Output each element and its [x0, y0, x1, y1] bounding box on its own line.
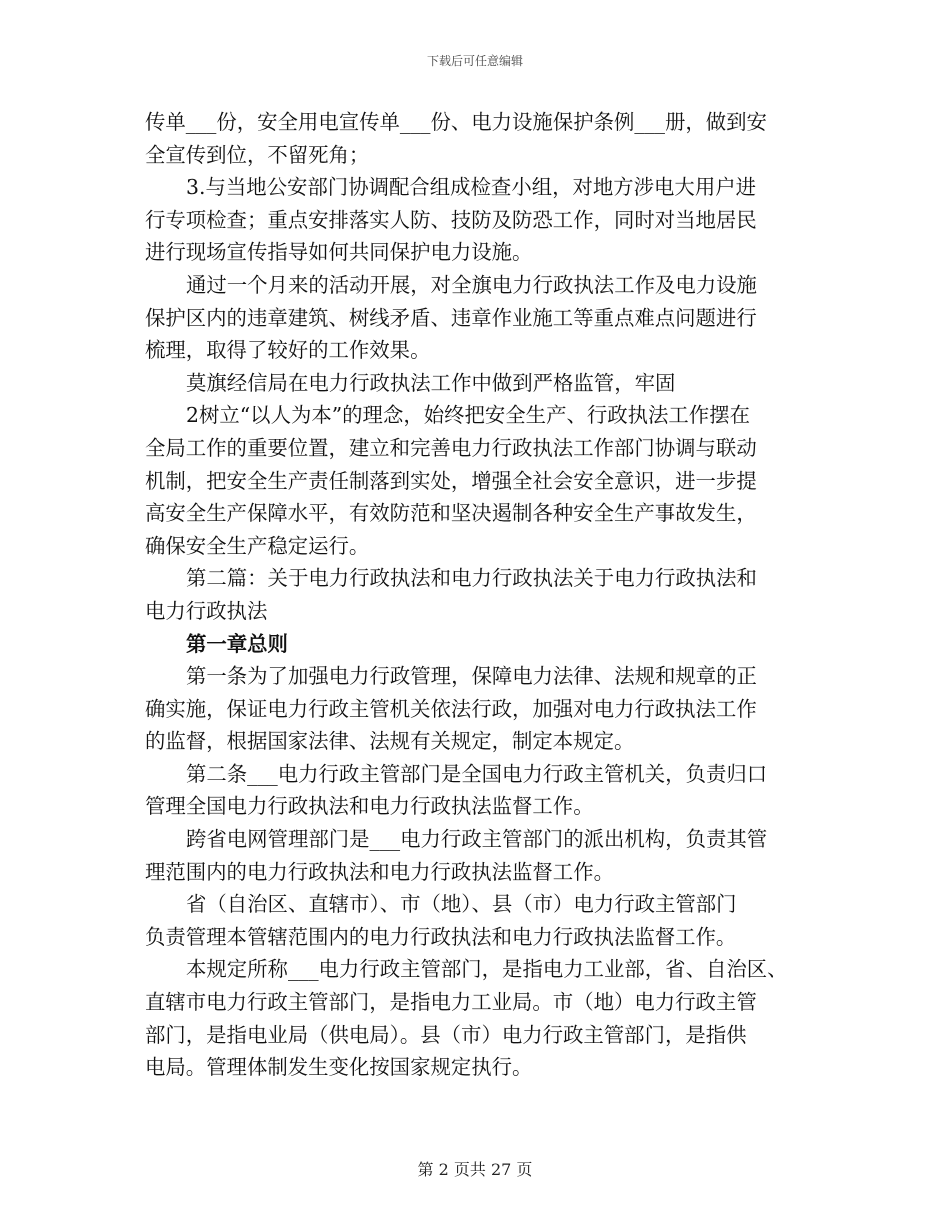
page-footer: 第 2 页共 27 页	[417, 1160, 533, 1179]
text-line: 梳理，取得了较好的工作效果。	[145, 338, 431, 363]
text-line: 2树立“以人为本”的理念，始终把安全生产、行政执法工作摆在	[186, 403, 750, 428]
text-line: 本规定所称___电力行政主管部门，是指电力工业部，省、自治区、	[186, 957, 788, 982]
chapter-heading: 第一章总则	[186, 631, 288, 656]
text-line: 第一条为了加强电力行政管理，保障电力法律、法规和规章的正	[186, 664, 757, 689]
text-line: 莫旗经信局在电力行政执法工作中做到严格监管，牢固	[186, 370, 676, 395]
text-line: 管理全国电力行政执法和电力行政执法监督工作。	[145, 794, 594, 819]
page-header: 下载后可任意编辑	[426, 54, 523, 68]
text-line: 通过一个月来的活动开展，对全旗电力行政执法工作及电力设施	[186, 272, 757, 297]
text-line: 全宣传到位，不留死角；	[145, 142, 370, 167]
text-line: 高安全生产保障水平，有效防范和坚决遏制各种安全生产事故发生，	[145, 501, 757, 526]
text-line: 确保安全生产稳定运行。	[145, 533, 370, 558]
text-line: 传单___份，安全用电宣传单___份、电力设施保护条例___册，做到安	[145, 110, 767, 134]
text-line: 3.与当地公安部门协调配合组成检查小组，对地方涉电大用户进	[186, 175, 756, 200]
text-line: 理范围内的电力行政执法和电力行政执法监督工作。	[145, 859, 614, 884]
text-line: 保护区内的违章建筑、树线矛盾、违章作业施工等重点难点问题进行	[145, 305, 757, 330]
text-line: 的监督，根据国家法律、法规有关规定，制定本规定。	[145, 729, 635, 754]
text-line: 确实施，保证电力行政主管机关依法行政，加强对电力行政执法工作	[145, 696, 757, 721]
text-line: 行专项检查；重点安排落实人防、技防及防恐工作，同时对当地居民	[145, 207, 757, 232]
text-line: 负责管理本管辖范围内的电力行政执法和电力行政执法监督工作。	[145, 924, 737, 949]
text-line: 第二篇：关于电力行政执法和电力行政执法关于电力行政执法和	[186, 566, 757, 591]
text-line: 直辖市电力行政主管部门，是指电力工业局。市（地）电力行政主管	[145, 990, 757, 1015]
text-line: 进行现场宣传指导如何共同保护电力设施。	[145, 240, 533, 265]
text-line: 机制，把安全生产责任制落到实处，增强全社会安全意识，进一步提	[145, 468, 757, 493]
text-line: 第二条___电力行政主管部门是全国电力行政主管机关，负责归口	[186, 761, 768, 786]
text-line: 省（自治区、直辖市）、市（地）、县（市）电力行政主管部门	[186, 892, 737, 917]
text-line: 电力行政执法	[145, 598, 268, 623]
text-line: 全局工作的重要位置，建立和完善电力行政执法工作部门协调与联动	[145, 435, 757, 460]
text-line: 跨省电网管理部门是___电力行政主管部门的派出机构，负责其管	[186, 827, 768, 852]
document-body	[145, 106, 810, 1084]
text-line: 部门，是指电业局（供电局）。县（市）电力行政主管部门，是指供	[145, 1022, 747, 1047]
text-line: 电局。管理体制发生变化按国家规定执行。	[145, 1055, 533, 1080]
